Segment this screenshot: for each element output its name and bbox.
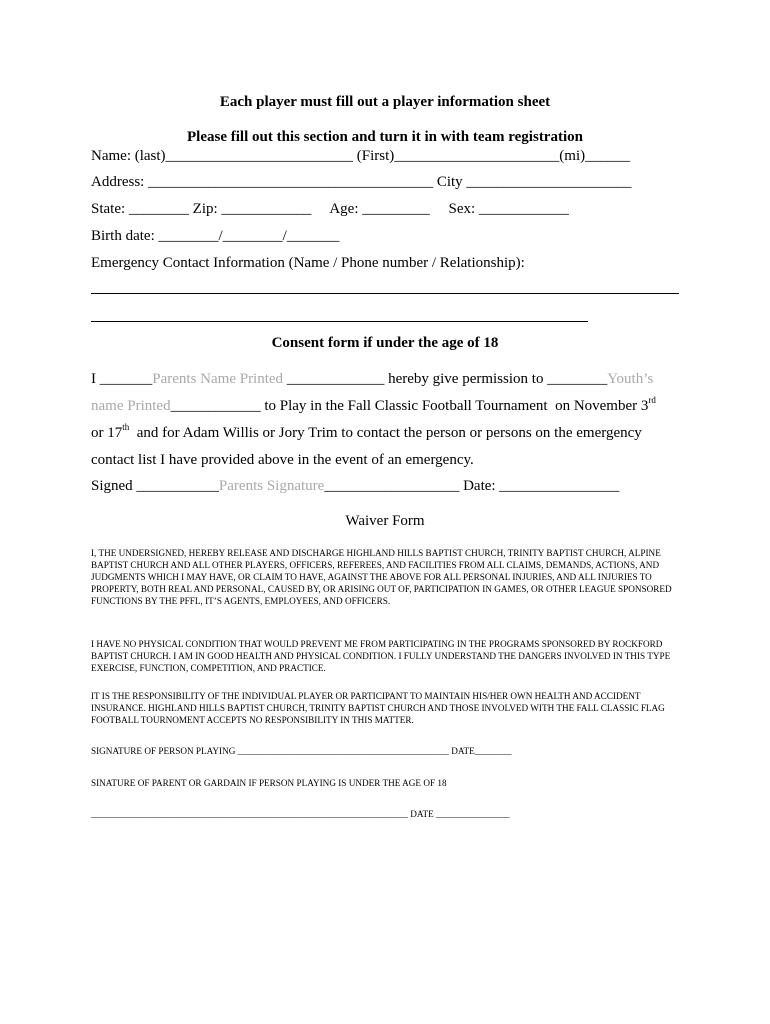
emergency-contact-line-1[interactable]	[91, 293, 679, 294]
waiver-heading: Waiver Form	[345, 513, 425, 529]
consent-heading: Consent form if under the age of 18	[271, 335, 499, 351]
signature-person-field[interactable]: SIGNATURE OF PERSON PLAYING ______________________________________________ DATE________	[91, 746, 512, 756]
parent-name-field[interactable]: Parents Name Printed	[152, 371, 284, 387]
consent-line-3	[91, 422, 642, 442]
consent-text: _____________ hereby give permission to ________	[283, 371, 608, 387]
signed-line	[91, 478, 619, 495]
signature-parent-field[interactable]: _____________________________________________________________________ DATE ________________	[91, 809, 510, 819]
superscript: th	[122, 422, 130, 432]
consent-line-4: contact list I have provided above in the event of an emergency.	[91, 452, 474, 468]
birth-date-field[interactable]: Birth date: ________/________/_______	[91, 228, 340, 244]
consent-text: ____________ to Play in the Fall Classic Football Tournament on November 3	[170, 398, 649, 414]
signature-parent-label: SINATURE OF PARENT OR GARDAIN IF PERSON PLAYING IS UNDER THE AGE OF 18	[91, 778, 447, 788]
consent-text: or 17	[91, 425, 123, 441]
consent-text: Signed ___________	[91, 478, 219, 494]
consent-text: I _______	[91, 371, 153, 387]
emergency-contact-label: Emergency Contact Information (Name / Phone number / Relationship):	[91, 255, 525, 271]
waiver-paragraph-3: IT IS THE RESPONSIBILITY OF THE INDIVIDUAL PLAYER OR PARTICIPANT TO MAINTAIN HIS/HER OWN HEALTH AND ACCIDENT INSURANCE. HIGHLAND HILLS BAPTIST CHURCH, TRINITY BAPTIST CHURCH AND THOSE INVOLVED WITH THE FALL CLASSIC FLAG FOOTBALL TOURNOMENT ACCEPTS NO RESPONSIBILITY IN THIS MATTER.	[91, 691, 665, 725]
address-field[interactable]: Address: ______________________________________ City ______________________	[91, 174, 632, 190]
consent-line-1	[91, 371, 653, 388]
emergency-contact-line-2[interactable]	[91, 321, 588, 322]
youth-name-field[interactable]: Youth’s	[607, 371, 654, 387]
parent-signature-field[interactable]: Parents Signature	[218, 478, 325, 494]
youth-name-field-cont[interactable]: name Printed	[91, 398, 171, 414]
consent-date-field[interactable]: __________________ Date: ________________	[324, 478, 620, 494]
waiver-paragraph-1: I, THE UNDERSIGNED, HEREBY RELEASE AND DISCHARGE HIGHLAND HILLS BAPTIST CHURCH, TRINITY BAPTIST CHURCH, ALPINE BAPTIST CHURCH AND ALL OTHER PLAYERS, OFFICERS, REFEREES, AND FACILITIES FROM ALL CLAIMS, DEMANDS, ACTIONS, AND JUDGMENTS WHICH I MAY HAVE, OR CLAIM TO HAVE, AGAINST THE ABOVE FOR ALL PERSONAL INJURIES, AND ALL INJURIES TO PROPERTY, BOTH REAL AND PERSONAL, CAUSED BY, OR ARISING OUT OF, PARTICIPATION IN GAMES, OR OTHER LEAGUE SPONSORED FUNCTIONS BY THE PFFL, IT’S AGENTS, EMPLOYEES, AND OFFICERS.	[91, 548, 672, 606]
superscript: rd	[648, 395, 656, 405]
name-field[interactable]: Name: (last)_________________________ (First)______________________(mi)______	[91, 148, 631, 164]
state-zip-age-sex-fields[interactable]: State: ________ Zip: ____________ Age: _________ Sex: ____________	[91, 201, 569, 217]
consent-line-2	[91, 395, 656, 415]
waiver-paragraph-2: I HAVE NO PHYSICAL CONDITION THAT WOULD PREVENT ME FROM PARTICIPATING IN THE PROGRAMS SPONSORED BY ROCKFORD BAPTIST CHURCH. I AM IN GOOD HEALTH AND PHYSICAL CONDITION. I FULLY UNDERSTAND THE DANGERS INVOLVED IN THIS TYPE EXERCISE, FUNCTION, COMPETITION, AND PRACTICE.	[91, 639, 671, 673]
consent-text: and for Adam Willis or Jory Trim to contact the person or persons on the emergency	[129, 425, 642, 441]
form-title: Each player must fill out a player information sheet	[219, 94, 551, 110]
form-subtitle: Please fill out this section and turn it in with team registration	[187, 129, 583, 145]
